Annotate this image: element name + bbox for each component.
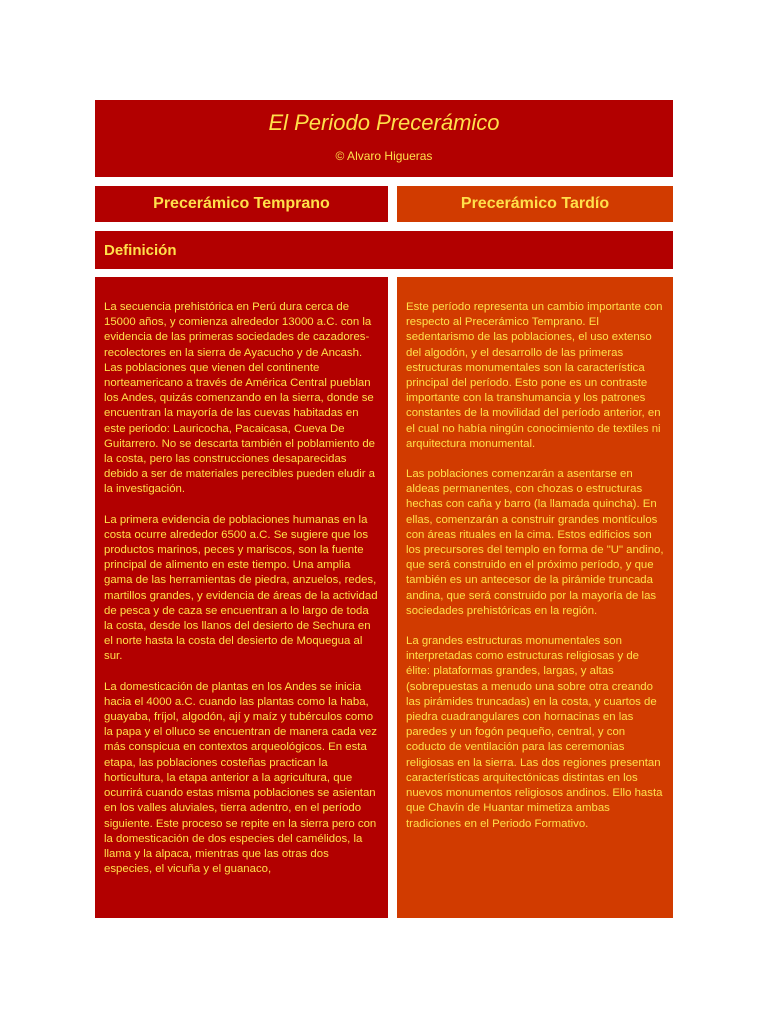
early-paragraph-1: La secuencia prehistórica en Perú dura cerca de 15000 años, y comienza alrededor 13000 a.C. con la evidencia de las primeras sociedades de cazadores-recolectores en la sierra de Ayacucho y de Ancash. Las poblaciones que vienen del continente norteamericano a través de América Central pueblan los Andes, quizás comenzando en la sierra, donde se encuentran la mayoría de las cuevas habitadas en este periodo: Lauricocha, Pacaicasa, Cueva De Guitarrero. No se descarta también el poblamiento de la costa, pero las construcciones desaparecidas debido a ser de materiales perecibles pueden eludir a la investigación. — [104, 301, 376, 496]
column-heading-early: Precerámico Temprano — [95, 186, 388, 222]
early-paragraph-3: La domesticación de plantas en los Andes se inicia hacia el 4000 a.C. cuando las plantas como la haba, guayaba, fríjol, algodón, ají y maíz y tubérculos como la papa y el olluco se encuentran de manera cada vez más conspicua en contextos arqueológicos. En esta etapa, las poblaciones costeñas practican la horticultura, la etapa anterior a la agricultura, que ocurrirá cuando estas misma poblaciones se asientan en los valles aluviales, tierra adentro, en el período siguiente. Este proceso se repite en la sierra pero con la domesticación de dos especies del camélidos, la llama y la alpaca, mientras que las otras dos especies, el vicuña y el guanaco, — [104, 680, 377, 876]
late-paragraph-1: Este período representa un cambio importante con respecto al Precerámico Temprano. El sedentarismo de las poblaciones, el uso extenso del algodón, y el desarrollo de las primeras estructuras monumentales son la característica principal del período. Esto pone es un contraste importante con la transhumancia y los patrones constantes de la movilidad del período anterior, en el cual no había ningún conocimiento de textiles ni arquitectura monumental. — [406, 301, 663, 450]
document-author: © Alvaro Higueras — [335, 149, 433, 163]
column-heading-late: Precerámico Tardío — [397, 186, 673, 222]
title-banner — [95, 100, 673, 177]
section-heading-definition: Definición — [95, 231, 673, 269]
early-period-text-column — [95, 277, 388, 918]
late-paragraph-3: La grandes estructuras monumentales son interpretadas como estructuras religiosas y de élite: plataformas grandes, largas, y altas (sobrepuestas a menudo una sobre otra creando las pirámides truncadas) en la costa, y cuartos de piedra cuadrangulares con hornacinas en las paredes y un fogón pequeño, central, y con coducto de ventilación para las ceremonias religiosas en la sierra. Las dos regiones presentan características arquitectónicas distintas en los nuevos monumentos religiosos andinos. Ello hasta que Chavín de Huantar mimetiza ambas tradiciones en el Periodo Formativo. — [406, 635, 663, 830]
early-paragraph-2: La primera evidencia de poblaciones humanas en la costa ocurre alrededor 6500 a.C. Se sugiere que los productos marinos, peces y mariscos, son la fuente principal de alimento en este tiempo. Una amplia gama de las herramientas de piedra, anzuelos, redes, martillos grandes, y evidencia de áreas de la actividad de pesca y de caza se encuentran a lo largo de toda la costa, desde los llanos del desierto de Sechura en el norte hasta la costa del desierto de Moquegua al sur. — [104, 513, 378, 663]
late-period-text-column — [397, 277, 673, 918]
document-title: El Periodo Precerámico — [268, 110, 500, 135]
late-paragraph-2: Las poblaciones comenzarán a asentarse en aldeas permanentes, con chozas o estructuras hechas con caña y barro (la llamada quincha). En ellas, comenzarán a construir grandes montículos con áreas rituales en la cima. Estos edificios son los precursores del templo en forma de "U" andino, que será construido en el próximo período, y que también es un antecesor de la pirámide truncada andina, que será construido por la mayoría de las sociedades prehistóricas en la región. — [406, 468, 664, 617]
